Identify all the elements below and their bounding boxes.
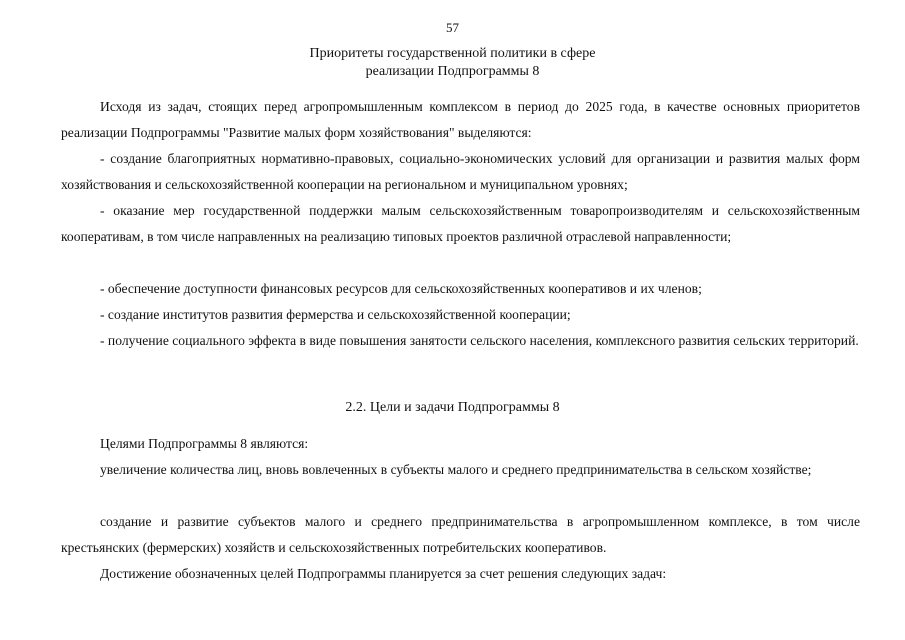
priority-item: - создание благоприятных нормативно-правовых, социально-экономических условий для организации и развития малых форм хозяйствования и сельскохозяйственной кооперации на региональном и муниципальном уровнях;: [61, 151, 860, 192]
priority-item: - создание институтов развития фермерства и сельскохозяйственной кооперации;: [100, 307, 571, 322]
section-heading-goals: 2.2. Цели и задачи Подпрограммы 8: [345, 400, 560, 415]
tasks-intro-paragraph: Достижение обозначенных целей Подпрограммы планируется за счет решения следующих задач:: [100, 566, 667, 581]
priority-item: - получение социального эффекта в виде повышения занятости сельского населения, комплексного развития сельских территорий.: [100, 333, 859, 348]
goal-item: создание и развитие субъектов малого и среднего предпринимательства в агропромышленном комплексе, в том числе крестьянских (фермерских) хозяйств и сельскохозяйственных потребительских кооперативов.: [61, 514, 860, 555]
section-heading-priorities: [0, 45, 905, 81]
heading-line-1: Приоритеты государственной политики в сфере: [309, 46, 596, 61]
heading-line-2: реализации Подпрограммы 8: [365, 64, 540, 79]
goal-item: увеличение количества лиц, вновь вовлеченных в субъекты малого и среднего предпринимательства в сельском хозяйстве;: [100, 462, 812, 477]
page-number: 57: [446, 20, 459, 35]
priorities-intro-paragraph: Исходя из задач, стоящих перед агропромышленным комплексом в период до 2025 года, в качестве основных приоритетов реализации Подпрограммы "Развитие малых форм хозяйствования" выделяются:: [61, 99, 860, 140]
priority-item: - обеспечение доступности финансовых ресурсов для сельскохозяйственных кооперативов и их членов;: [100, 281, 702, 296]
priority-item: - оказание мер государственной поддержки малым сельскохозяйственным товаропроизводителям и сельскохозяйственным кооперативам, в том числе направленных на реализацию типовых проектов различной отраслевой направленности;: [61, 203, 860, 244]
goals-intro-paragraph: Целями Подпрограммы 8 являются:: [100, 436, 309, 451]
